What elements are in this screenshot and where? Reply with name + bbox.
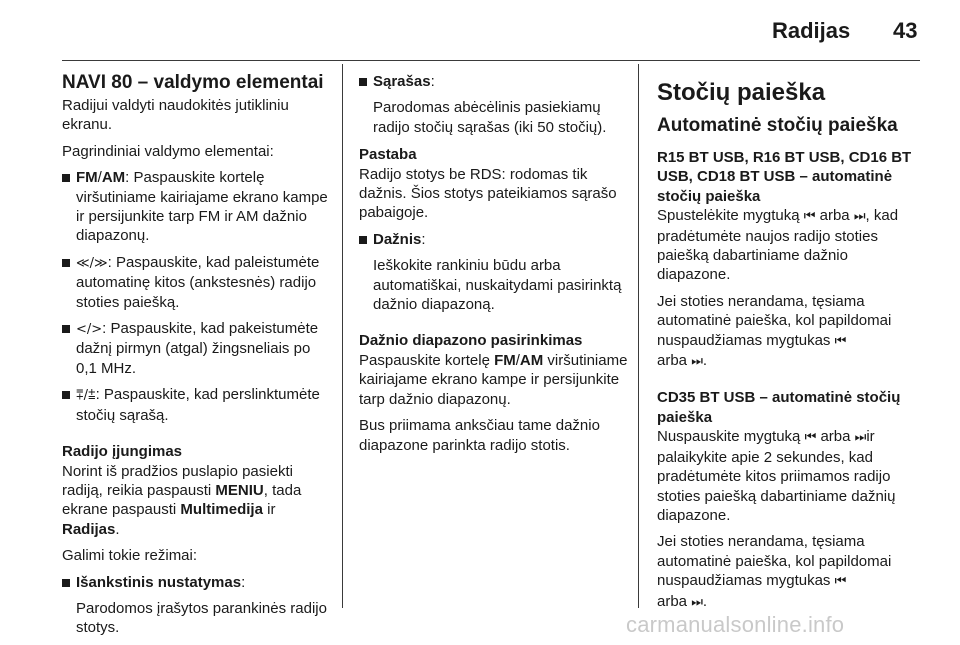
column-divider-2 <box>638 64 639 608</box>
bullet-scroll <box>62 385 332 425</box>
modes-intro: Galimi tokie režimai: <box>62 547 198 565</box>
left-column <box>62 72 332 645</box>
step-arrows-icon: </> <box>76 322 103 338</box>
am-label: AM <box>101 169 126 187</box>
prev-track-icon: ⏮ <box>834 574 847 590</box>
section-title: Stočių paieška <box>657 79 826 106</box>
right-column <box>657 76 925 619</box>
bullet-presets: Išankstinis nustatymas: Parodomos įrašytos parankinės radijo stotys. <box>62 573 332 638</box>
band-paragraph-2: Bus priimama anksčiau tame dažnio diapazone parinkta radijo stotis. <box>359 417 600 454</box>
running-header-title: Radijas <box>772 18 851 43</box>
bullet-text: : Paspauskite, kad pakeistumėte dažnį pirmyn (atgal) žingsneliais po 0,1 MHz. <box>76 320 319 377</box>
header-rule <box>62 60 920 61</box>
section-subtitle: Automatinė stočių paieška <box>657 115 898 136</box>
watermark: carmanualsonline.info <box>626 612 845 637</box>
subheading-models-2: CD35 BT USB – automatinė stočių paieška <box>657 389 901 426</box>
bullet-square-icon <box>62 174 70 182</box>
bullet-square-icon <box>62 259 70 267</box>
seek-paragraph-2: Jei stoties nerandama, tęsiama automatinė paieška, kol papildomai nuspaudžiamas mygtukas ⏮ arba ⏭. <box>657 292 892 370</box>
fm-label: FM <box>494 351 516 369</box>
prev-track-icon: ⏮ <box>803 209 816 225</box>
seek-paragraph-3: Nuspauskite mygtuką ⏮ arba ⏭ir palaikykite apie 2 sekundes, kad pradėtumėte kitos priimamos radijo stoties paiešką dabartiniame dažnių diapazone. <box>657 428 896 524</box>
mode-description: Ieškokite rankiniu būdu arba automatiškai, nuskaitydami pasirinktą dažnio diapazoną. <box>373 257 622 314</box>
bullet-fm-am <box>62 168 332 246</box>
prev-track-icon: ⏮ <box>804 430 817 446</box>
page-number: 43 <box>893 18 918 43</box>
radio-label: Radijas <box>62 520 116 538</box>
bullet-square-icon <box>62 391 70 399</box>
radio-on-paragraph: Norint iš pradžios puslapio pasiekti radiją, reikia paspausti MENIU, tada ekrane paspausti Multimedija ir Radijas. <box>62 462 302 538</box>
prev-track-icon: ⏮ <box>834 333 847 349</box>
bullet-seek <box>62 253 332 312</box>
am-label: AM <box>519 351 544 369</box>
bullet-step <box>62 319 332 378</box>
seek-arrows-icon: ≪/≫ <box>76 255 108 271</box>
next-track-icon: ⏭ <box>691 594 703 610</box>
mode-description: Parodomas abėcėlinis pasiekiamų radijo stočių sąrašas (iki 50 stočių). <box>373 99 607 136</box>
seek-paragraph-4: Jei stoties nerandama, tęsiama automatinė paieška, kol papildomai nuspaudžiamas mygtukas ⏮ arba ⏭. <box>657 533 892 610</box>
mode-label: Išankstinis nustatymas <box>76 573 242 591</box>
mode-label: Dažnis <box>373 230 422 248</box>
seek-paragraph-1: Spustelėkite mygtuką ⏮ arba ⏭, kad pradėtumėte naujos radijo stoties paiešką dabartiniame dažnio diapazone. <box>657 207 899 284</box>
menu-key-label: MENIU <box>215 481 264 499</box>
bullet-text: : Paspauskite, kad perslinktumėte stočių sąrašą. <box>76 386 320 424</box>
next-track-icon: ⏭ <box>854 430 867 446</box>
subheading-band-select: Dažnio diapazono pasirinkimas <box>359 332 583 350</box>
subheading-models-1: R15 BT USB, R16 BT USB, CD16 BT USB, CD18 BT USB – automatinė stočių paieška <box>657 149 912 205</box>
bullet-square-icon <box>62 325 70 333</box>
note-text: Radijo stotys be RDS: rodomas tik dažnis. Šios stotys pateikiamos sąrašo pabaigoje. <box>359 165 617 222</box>
next-track-icon: ⏭ <box>853 209 866 225</box>
bullet-square-icon <box>359 78 367 86</box>
bullet-list-mode: Sąrašas: Parodomas abėcėlinis pasiekiamų radijo stočių sąrašas (iki 50 stočių). <box>359 72 629 137</box>
mode-label: Sąrašas <box>373 73 431 90</box>
subheading-radio-on: Radijo įjungimas <box>62 443 183 461</box>
multimedia-label: Multimedija <box>180 501 263 519</box>
bullet-text: : Paspauskite, kad paleistumėte automatinę kitos (ankstesnės) radijo stoties paiešką. <box>76 253 320 311</box>
bullet-frequency-mode: Dažnis: Ieškokite rankiniu būdu arba automatiškai, nuskaitydami pasirinktą dažnio diapazoną. <box>359 230 629 315</box>
bullet-text: : Paspauskite kortelę viršutiniame kairiajame ekrano kampe ir persijunkite tarp FM ir AM dažnio diapazonų. <box>76 169 328 245</box>
middle-column <box>359 72 629 462</box>
intro-paragraph: Radijui valdyti naudokitės jutikliniu ekranu. <box>62 97 289 134</box>
next-track-icon: ⏭ <box>691 354 703 370</box>
controls-intro: Pagrindiniai valdymo elementai: <box>62 142 274 160</box>
bullet-square-icon <box>62 579 70 587</box>
note-label: Pastaba <box>359 146 417 164</box>
column-divider-1 <box>342 64 343 608</box>
bullet-square-icon <box>359 236 367 244</box>
band-paragraph: Paspauskite kortelę FM/AM viršutiniame kairiajame ekrano kampe ir persijunkite tarp dažnio diapazonų. <box>359 351 628 408</box>
fm-am-separator: / <box>97 169 102 187</box>
fm-label: FM <box>76 169 98 187</box>
scroll-list-icon: ⩱/⩲ <box>76 388 96 404</box>
section-heading: NAVI 80 – valdymo elementai <box>62 72 324 93</box>
mode-description: Parodomos įrašytos parankinės radijo stotys. <box>76 599 327 637</box>
